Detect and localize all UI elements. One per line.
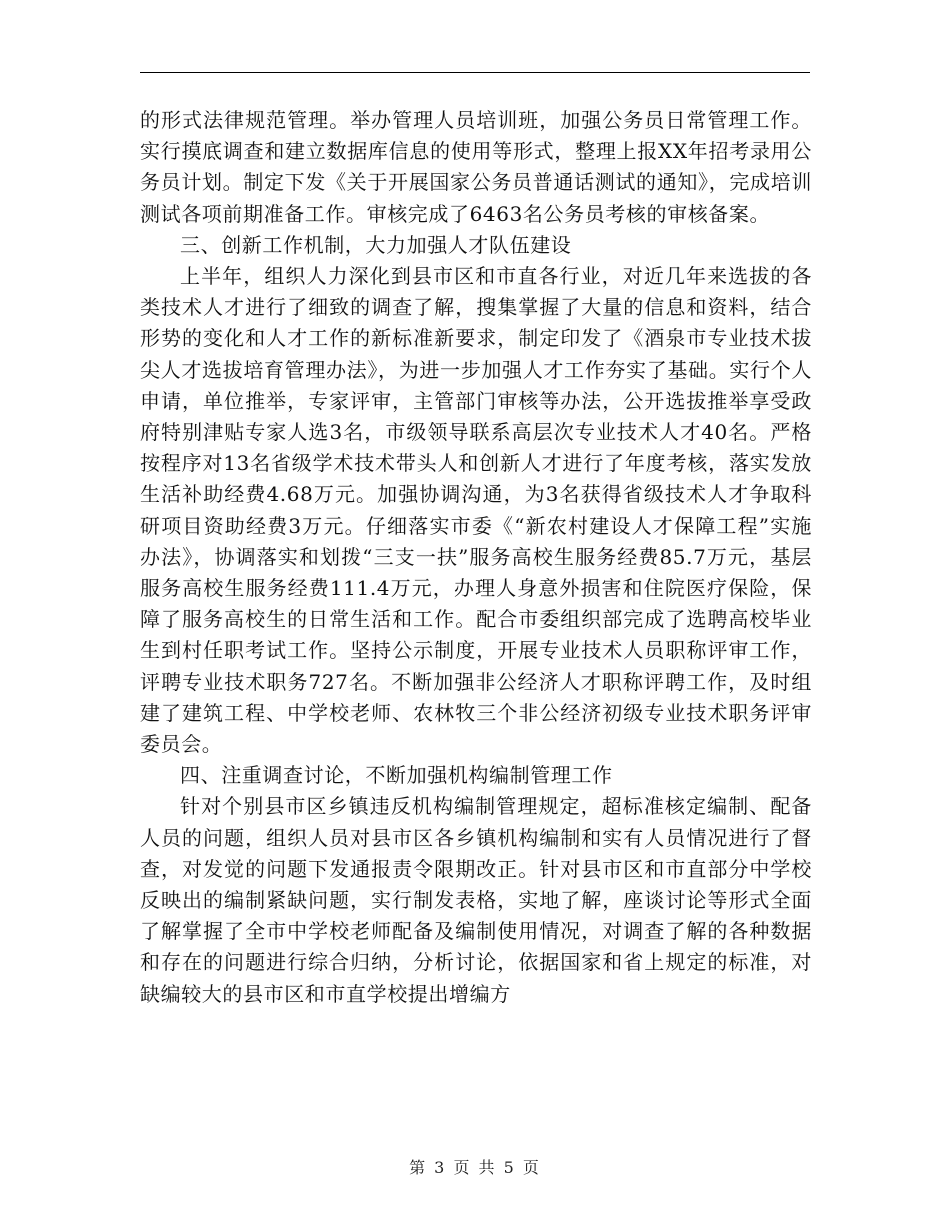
paragraph-talent: 上半年，组织人力深化到县市区和市直各行业，对近几年来选拔的各类技术人才进行了细致的调查了解，搜集掌握了大量的信息和资料，结合形势的变化和人才工作的新标准新要求，制定印发了《酒泉市专业技术拔尖人才选拔培育管理办法》，为进一步加强人才工作夯实了基础。实行个人申请，单位推举，专家评审，主管部门审核等办法，公开选拔推举享受政府特别津贴专家人选3名，市级领导联系高层次专业技术人才40名。严格按程序对13名省级学术技术带头人和创新人才进行了年度考核，落实发放生活补助经费4.68万元。加强协调沟通，为3名获得省级技术人才争取科研项目资助经费3万元。仔细落实市委《“新农村建设人才保障工程”实施办法》，协调落实和划拨“三支一扶”服务高校生服务经费85.7万元，基层服务高校生服务经费111.4万元，办理人身意外损害和住院医疗保险，保障了服务高校生的日常生活和工作。配合市委组织部完成了选聘高校毕业生到村任职考试工作。坚持公示制度，开展专业技术人员职称评审工作，评聘专业技术职务727名。不断加强非公经济人才职称评聘工作，及时组建了建筑工程、中学校老师、农林牧三个非公经济初级专业技术职务评审委员会。 — [140, 264, 812, 757]
header-rule — [140, 72, 810, 73]
paragraph-continuation: 的形式法律规范管理。举办管理人员培训班，加强公务员日常管理工作。实行摸底调查和建立数据库信息的使用等形式，整理上报XX年招考录用公务员计划。制定下发《关于开展国家公务员普通话测试的通知》，完成培训测试各项前期准备工作。审核完成了6463名公务员考核的审核备案。 — [140, 108, 812, 226]
section-heading-four: 四、注重调查讨论，不断加强机构编制管理工作 — [180, 763, 613, 788]
body-text — [140, 105, 812, 1010]
paragraph-staffing: 针对个别县市区乡镇违反机构编制管理规定，超标准核定编制、配备人员的问题，组织人员对县市区各乡镇机构编制和实有人员情况进行了督查，对发觉的问题下发通报责令限期改正。针对县市区和市直部分中学校反映出的编制紧缺问题，实行制发表格，实地了解，座谈讨论等形式全面了解掌握了全市中学校老师配备及编制使用情况，对调查了解的各种数据和存在的问题进行综合归纳，分析讨论，依据国家和省上规定的标准，对缺编较大的县市区和市直学校提出增编方 — [140, 794, 812, 1006]
page-footer: 第 3 页 共 5 页 — [409, 1158, 541, 1177]
section-heading-three: 三、创新工作机制，大力加强人才队伍建设 — [180, 232, 572, 257]
